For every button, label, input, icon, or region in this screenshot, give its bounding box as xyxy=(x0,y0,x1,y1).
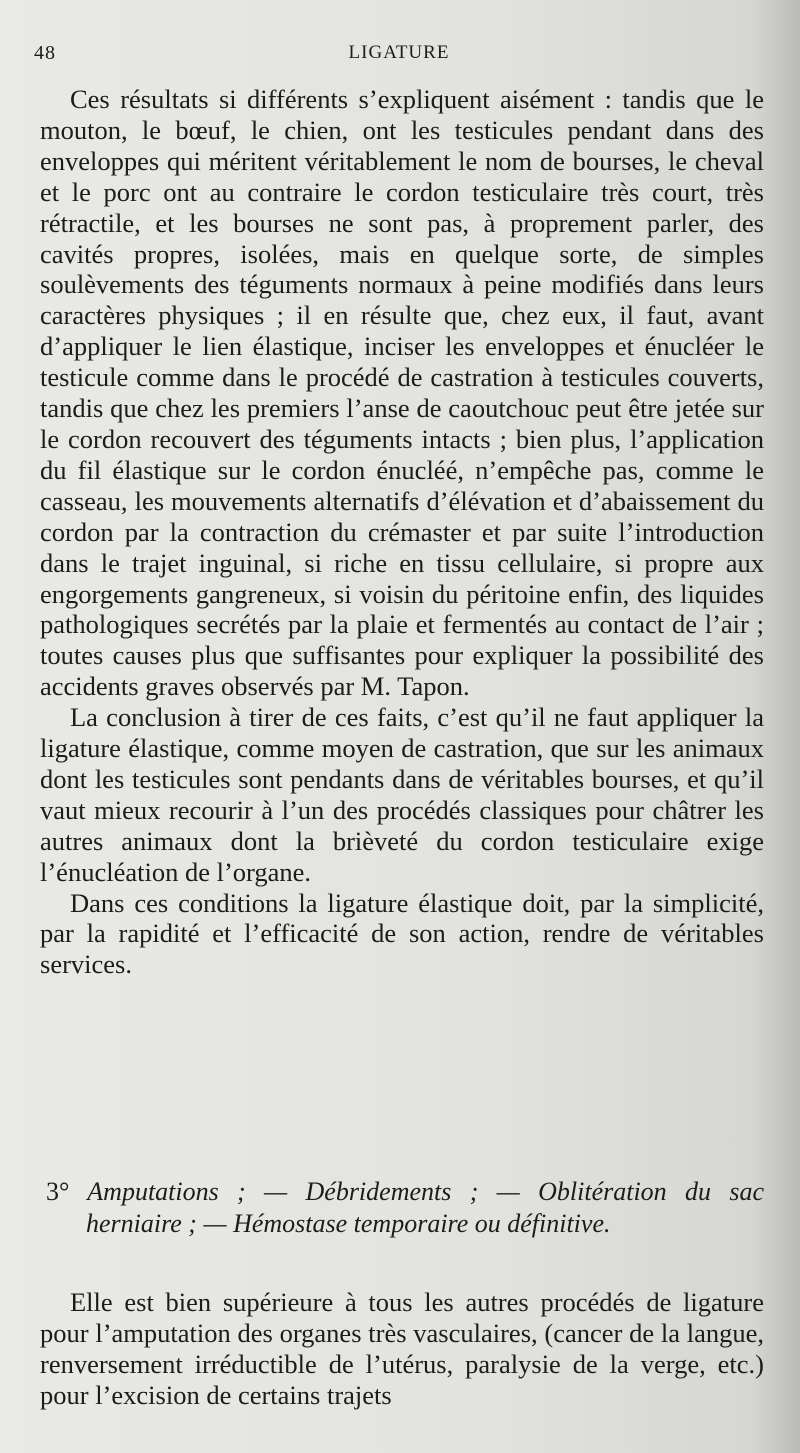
page-header xyxy=(34,42,764,72)
paragraph-1: Ces résultats si différents s’expliquent aisément : tandis que le mouton, le bœuf, le chien, ont les testicules pendant dans des enveloppes qui méritent véritablement le nom de bourses, le cheval et le porc ont au contraire le cordon testiculaire très court, très rétractile, et les bourses ne sont pas, à proprement parler, des cavités propres, isolées, mais en quelque sorte, de simples soulèvements des téguments normaux à peine modifiés dans leurs caractères physiques ; il en résulte que, chez eux, il faut, avant d’appliquer le lien élastique, inciser les enveloppes et énucléer le testicule comme dans le procédé de castration à testicules couverts, tandis que chez les premiers l’anse de caoutchouc peut être jetée sur le cordon recouvert des téguments intacts ; bien plus, l’application du fil élastique sur le cordon énucléé, n’empêche pas, comme le casseau, les mouvements alternatifs d’élévation et d’abaissement du cordon par la contraction du crémaster et par suite l’introduction dans le trajet inguinal, si riche en tissu cellulaire, si propre aux engorgements gangreneux, si voisin du péritoine enfin, des liquides pathologiques secrétés par la plaie et fermentés au contact de l’air ; toutes causes plus que suffisantes pour expliquer la possibilité des accidents graves observés par M. Tapon. xyxy=(40,84,764,702)
page-number: 48 xyxy=(34,42,56,64)
paragraph-2: La conclusion à tirer de ces faits, c’est qu’il ne faut appliquer la ligature élastique, comme moyen de castration, que sur les animaux dont les testicules sont pendants dans de véritables bourses, et qu’il vaut mieux recourir à l’un des procédés classiques pour châtrer les autres animaux dont la brièveté du cordon testiculaire exige l’énucléation de l’organe. xyxy=(40,702,764,887)
body-text xyxy=(40,84,764,980)
section-title-line-2: herniaire ; — Hémostase temporaire ou définitive. xyxy=(86,1209,611,1238)
section-number: 3° xyxy=(46,1177,70,1206)
paragraph-3: Dans ces conditions la ligature élastique doit, par la simplicité, par la rapidité et l’efficacité de son action, rendre de véritables services. xyxy=(40,887,764,980)
section-heading xyxy=(46,1176,764,1240)
section-heading-line-1 xyxy=(46,1176,764,1208)
section-title-line-1: Amputations ; — Débridements ; — Oblitération du sac xyxy=(87,1177,765,1206)
running-head: LIGATURE xyxy=(348,42,450,63)
section-paragraph-1: Elle est bien supérieure à tous les autres procédés de ligature pour l’amputation des organes très vasculaires, (cancer de la langue, renversement irréductible de l’utérus, paralysie de la verge, etc.) pour l’excision de certains trajets xyxy=(40,1287,764,1410)
section-body-text xyxy=(40,1287,764,1411)
